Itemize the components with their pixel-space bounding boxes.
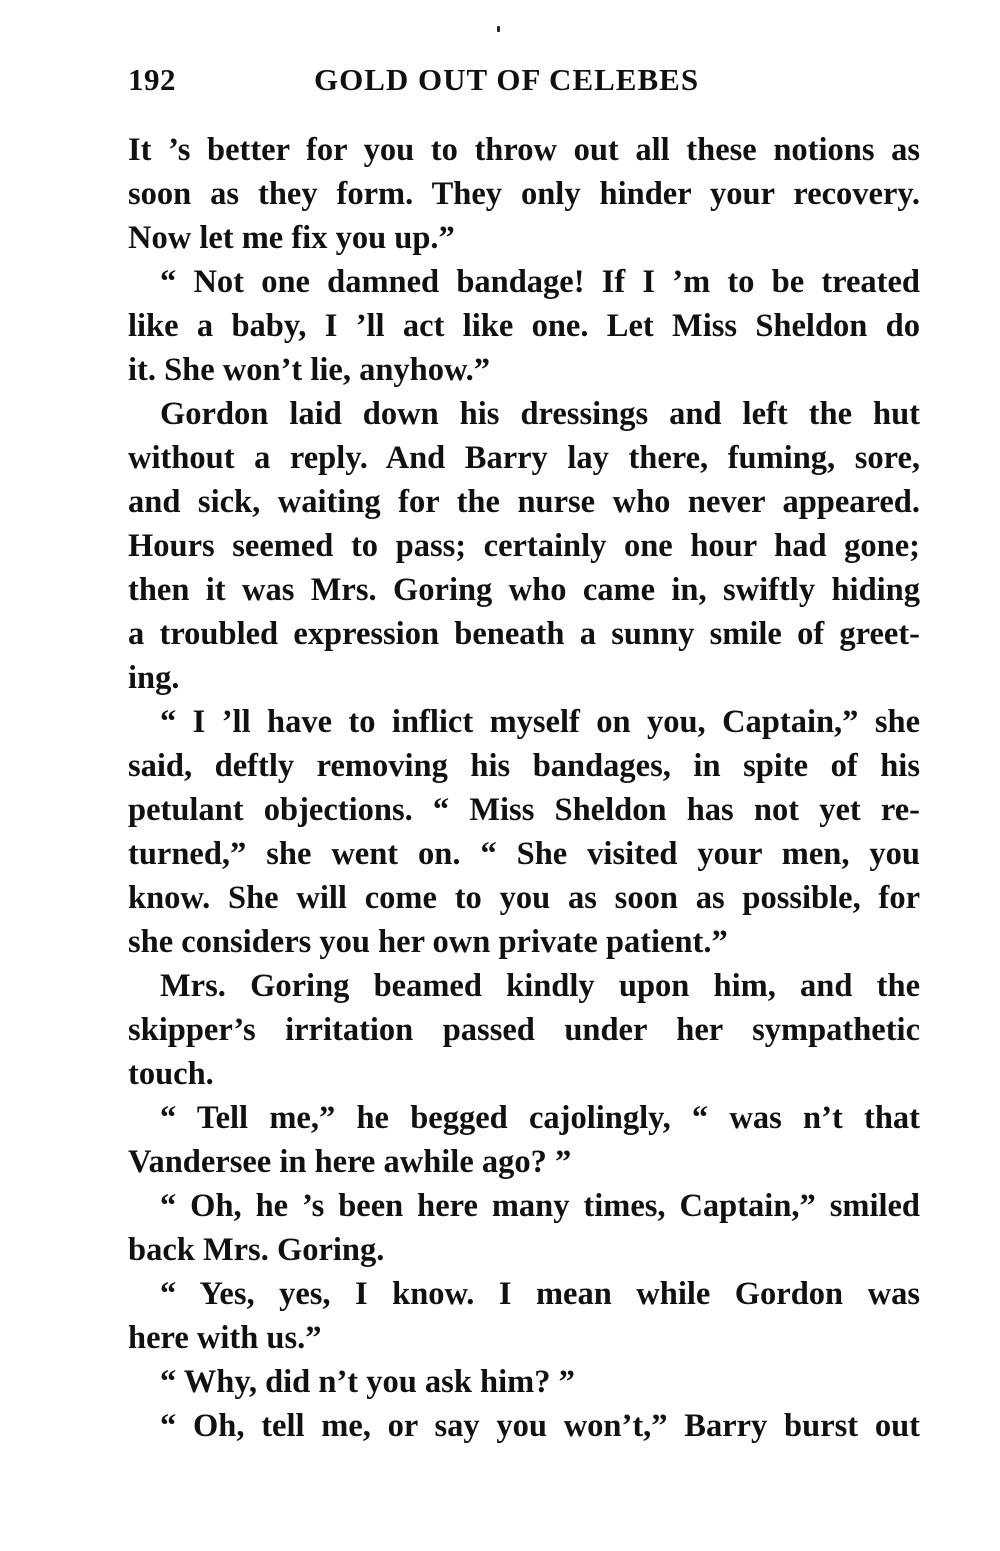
text-line: here with us.” xyxy=(128,1320,322,1356)
page-number: 192 xyxy=(128,62,176,97)
text-line: “ Oh, tell me, or say you won’t,” Barry burst out xyxy=(160,1408,920,1444)
text-line: petulant objections. “ Miss Sheldon has not yet re- xyxy=(128,792,920,828)
text-line: said, deftly removing his bandages, in spite of his xyxy=(128,748,920,784)
text-line: Vandersee in here awhile ago? ” xyxy=(128,1144,572,1180)
text-line: turned,” she went on. “ She visited your men, you xyxy=(128,836,920,872)
text-line: touch. xyxy=(128,1056,214,1092)
text-line: she considers you her own private patient.” xyxy=(128,924,728,960)
text-line: back Mrs. Goring. xyxy=(128,1232,385,1268)
text-line: soon as they form. They only hinder your recovery. xyxy=(128,176,920,212)
text-line: a troubled expression beneath a sunny smile of greet- xyxy=(128,616,920,652)
text-line: ing. xyxy=(128,660,180,696)
text-line: and sick, waiting for the nurse who never appeared. xyxy=(128,484,920,520)
text-line: skipper’s irritation passed under her sympathetic xyxy=(128,1012,920,1048)
page-header xyxy=(128,62,918,102)
running-title: GOLD OUT OF CELEBES xyxy=(314,62,700,97)
text-line: Mrs. Goring beamed kindly upon him, and the xyxy=(160,968,920,1004)
text-line: then it was Mrs. Goring who came in, swiftly hiding xyxy=(128,572,920,608)
text-line: Hours seemed to pass; certainly one hour had gone; xyxy=(128,528,920,564)
text-line: “ Not one damned bandage! If I ’m to be treated xyxy=(160,264,920,300)
text-line: know. She will come to you as soon as possible, for xyxy=(128,880,920,916)
text-line: “ Oh, he ’s been here many times, Captain,” smiled xyxy=(160,1188,920,1224)
text-line: Now let me fix you up.” xyxy=(128,220,455,256)
text-line: like a baby, I ’ll act like one. Let Miss Sheldon do xyxy=(128,308,920,344)
body-text xyxy=(128,128,920,1448)
text-line: “ I ’ll have to inflict myself on you, Captain,” she xyxy=(160,704,920,740)
text-line: “ Why, did n’t you ask him? ” xyxy=(160,1364,575,1400)
text-line: “ Yes, yes, I know. I mean while Gordon was xyxy=(160,1276,920,1312)
text-line: It ’s better for you to throw out all these notions as xyxy=(128,132,920,168)
print-speck xyxy=(497,26,500,32)
text-line: Gordon laid down his dressings and left the hut xyxy=(160,396,920,432)
text-line: it. She won’t lie, anyhow.” xyxy=(128,352,491,388)
text-line: without a reply. And Barry lay there, fuming, sore, xyxy=(128,440,920,476)
text-line: “ Tell me,” he begged cajolingly, “ was n’t that xyxy=(160,1100,920,1136)
